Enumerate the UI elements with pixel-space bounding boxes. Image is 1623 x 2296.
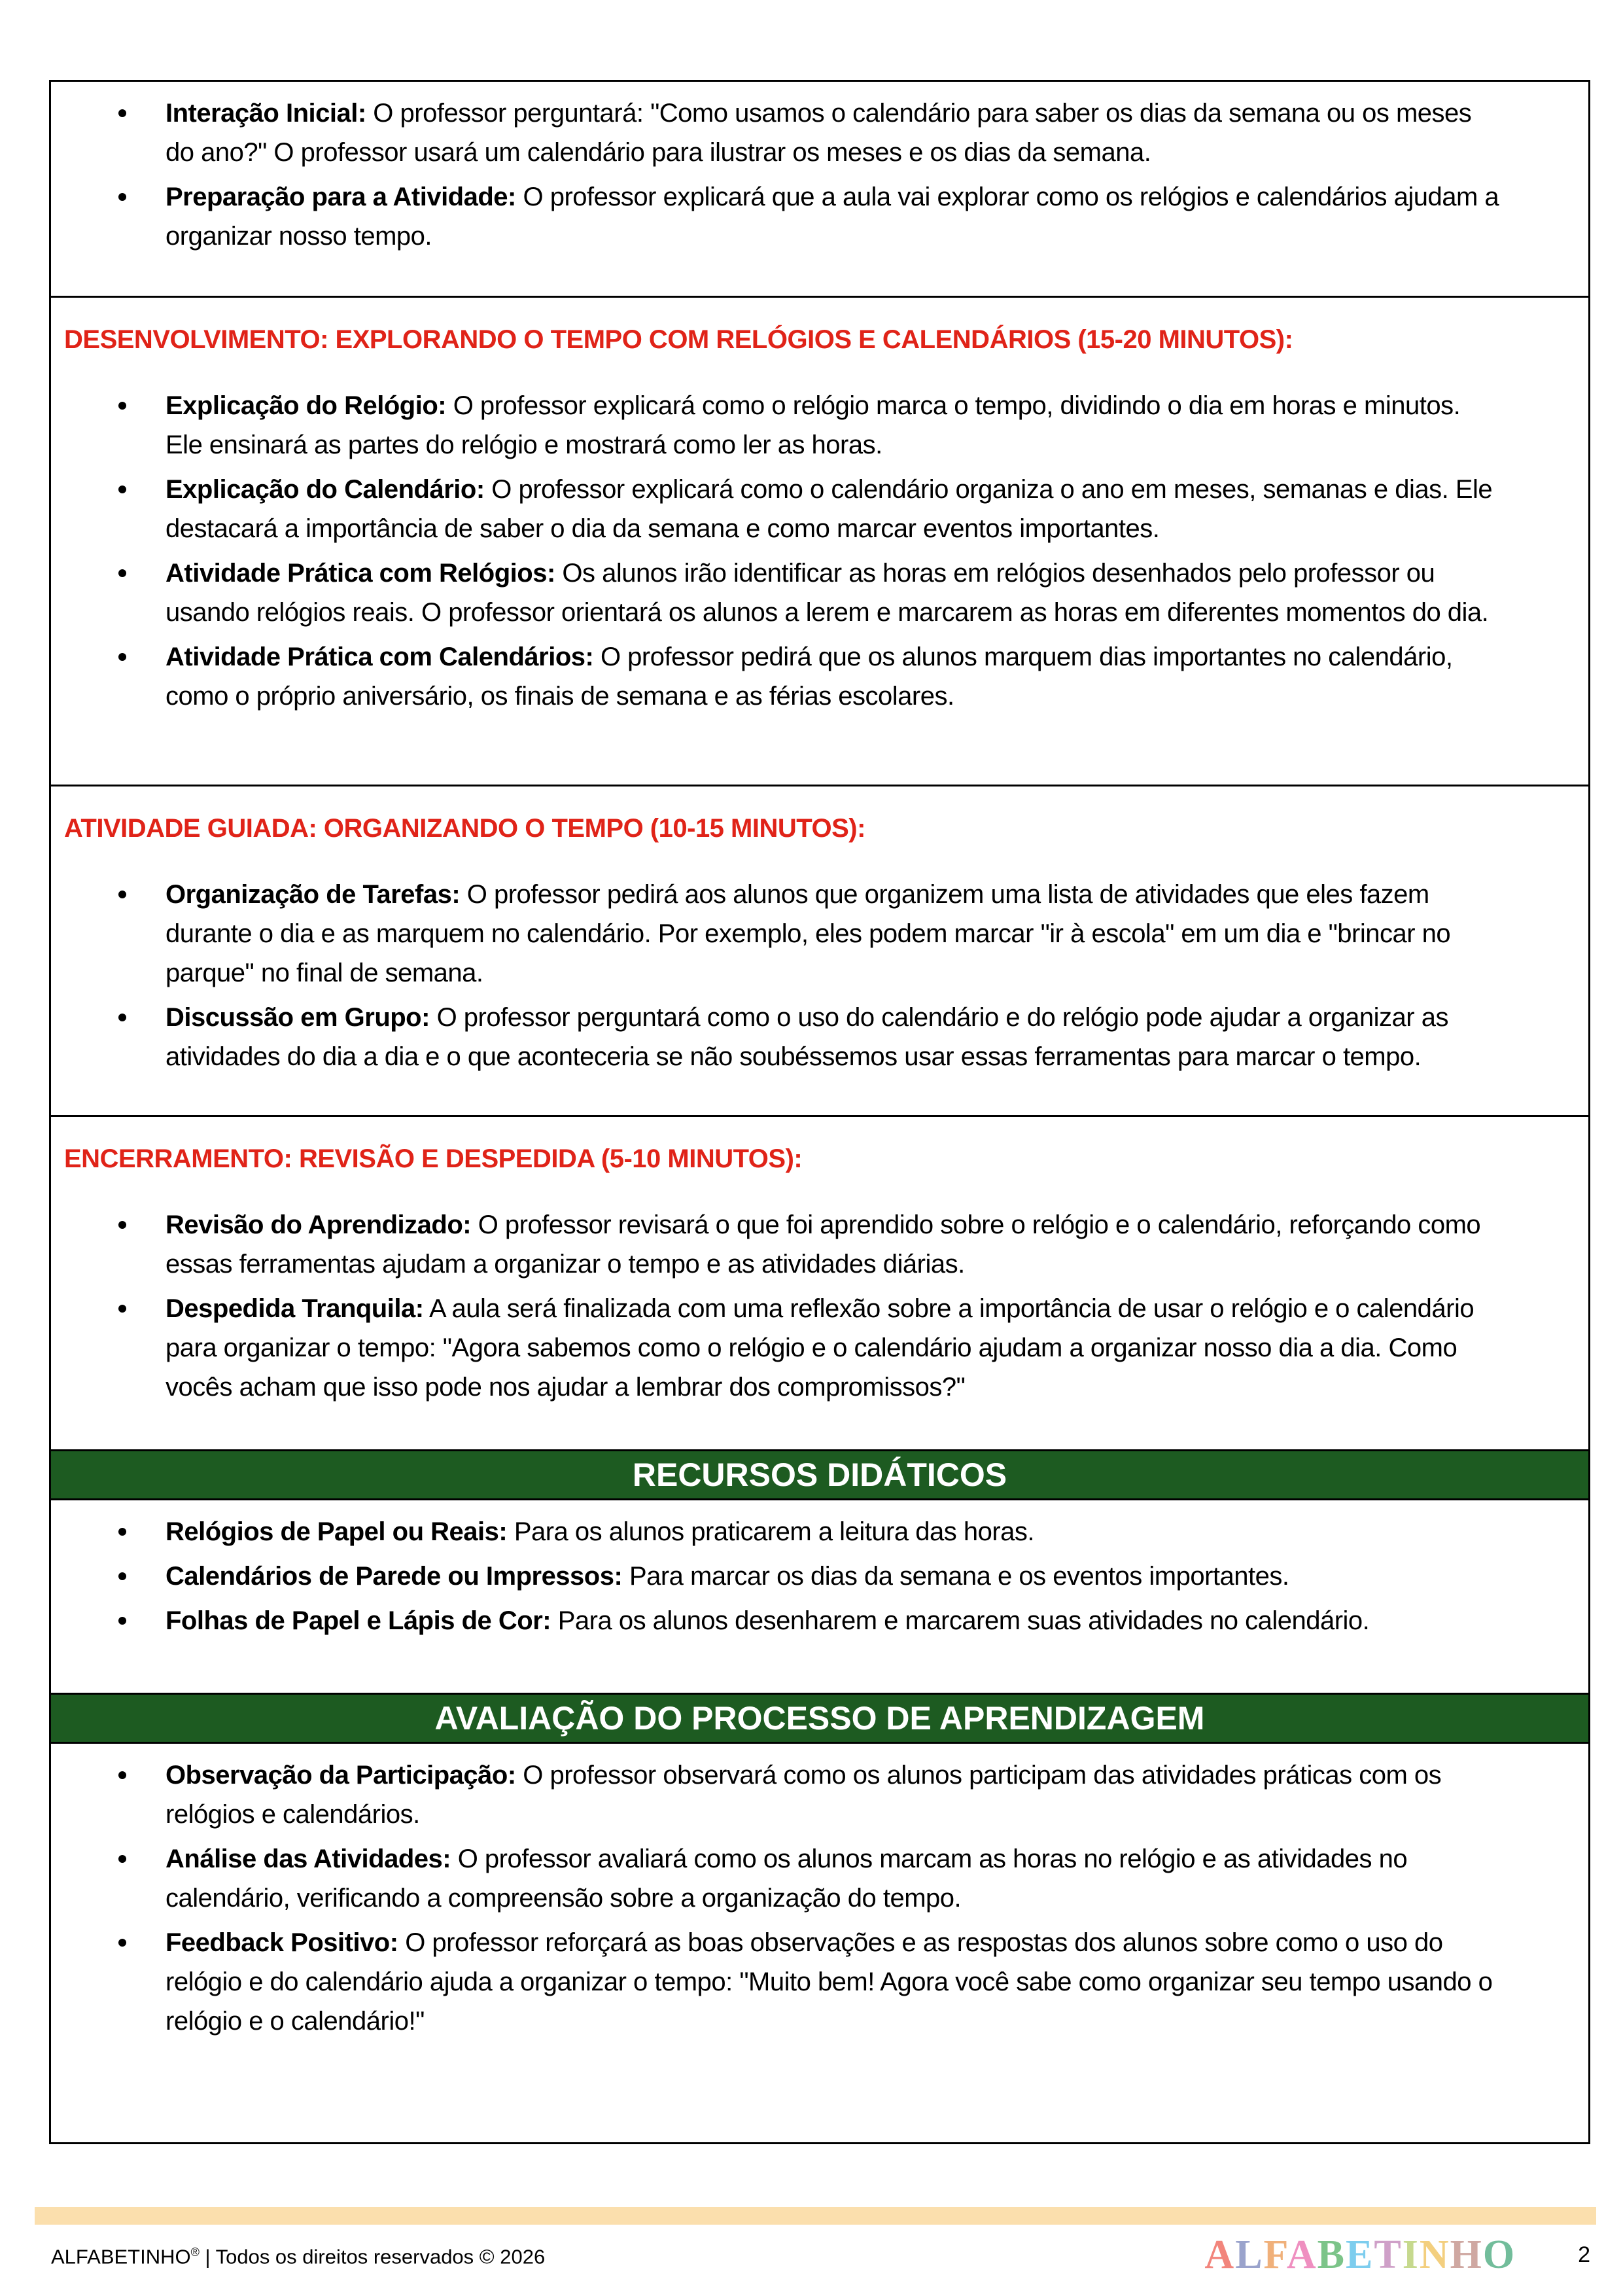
bullet-list: [64, 94, 1503, 256]
logo-letter: O: [1482, 2233, 1516, 2277]
bullet-text: O professor perguntará: "Como usamos o calendário para saber os dias da semana ou os meses do ano?" O professor usará um calendário para ilustrar os meses e os dias da semana.: [166, 99, 1472, 167]
banner-title: RECURSOS DIDÁTICOS: [632, 1457, 1007, 1493]
section-heading: ENCERRAMENTO: REVISÃO E DESPEDIDA (5-10 MINUTOS):: [64, 1144, 803, 1173]
lesson-plan-sections: [49, 80, 1590, 2144]
bullet-lead: Relógios de Papel ou Reais:: [166, 1517, 508, 1546]
bullet-dot-icon: [118, 402, 126, 410]
footer-separator: |: [199, 2245, 216, 2269]
bullet-text: O professor revisará o que foi aprendido sobre o relógio e o calendário, reforçando como essas ferramentas ajudam a organizar o tempo e as atividades diárias.: [166, 1210, 1481, 1279]
logo-letter: E: [1345, 2233, 1374, 2277]
bullet-lead: Preparação para a Atividade:: [166, 183, 516, 211]
bullet-lead: Despedida Tranquila:: [166, 1294, 424, 1323]
bullet-dot-icon: [118, 193, 126, 201]
section-heading: DESENVOLVIMENTO: EXPLORANDO O TEMPO COM RELÓGIOS E CALENDÁRIOS (15-20 MINUTOS):: [64, 325, 1293, 354]
copyright-text: [51, 2239, 545, 2270]
bullet-item: [166, 998, 1503, 1076]
footer-right-group: [1204, 2234, 1590, 2275]
bullet-dot-icon: [118, 1305, 126, 1313]
bullet-text: O professor observará como os alunos participam das atividades práticas com os relógios e calendários.: [166, 1761, 1442, 1829]
section-box: [49, 80, 1590, 298]
bullet-text: Para os alunos praticarem a leitura das horas.: [514, 1517, 1035, 1546]
bullet-list: [64, 1512, 1503, 1640]
logo-letter: H: [1450, 2233, 1483, 2277]
registered-mark: ®: [190, 2246, 200, 2259]
bullet-dot-icon: [118, 1771, 126, 1779]
bullet-text: O professor pedirá aos alunos que organizem uma lista de atividades que eles fazem durante o dia e as marquem no calendário. Por exemplo, eles podem marcar "ir à escola" em um dia e "brincar no parque" no final de semana.: [166, 880, 1451, 987]
bullet-item: [166, 1923, 1503, 2041]
logo-letter: L: [1235, 2233, 1264, 2277]
bullet-dot-icon: [118, 1221, 126, 1229]
bullet-dot-icon: [118, 653, 126, 661]
logo-letter: N: [1419, 2233, 1450, 2277]
bullet-lead: Explicação do Relógio:: [166, 391, 447, 420]
section-box: [49, 1498, 1590, 1695]
bullet-text: O professor reforçará as boas observações e as respostas dos alunos sobre como o uso do relógio e do calendário ajuda a organizar o tempo: "Muito bem! Agora você sabe como organizar seu tempo usando o relógio e o calendário!": [166, 1928, 1493, 2036]
bullet-lead: Atividade Prática com Relógios:: [166, 559, 555, 588]
bullet-text: Os alunos irão identificar as horas em relógios desenhados pelo professor ou usando relógios reais. O professor orientará os alunos a lerem e marcarem as horas em diferentes momentos do dia.: [166, 559, 1489, 627]
logo-letter: F: [1263, 2233, 1287, 2277]
bullet-text: Para marcar os dias da semana e os eventos importantes.: [629, 1562, 1289, 1591]
page-number: 2: [1578, 2242, 1590, 2267]
footer-accent-bar: [35, 2207, 1596, 2225]
alfabetinho-logo: [1204, 2234, 1516, 2275]
bullet-dot-icon: [118, 1528, 126, 1536]
bullet-text: O professor explicará como o relógio marca o tempo, dividindo o dia em horas e minutos. Ele ensinará as partes do relógio e mostrará como ler as horas.: [166, 391, 1461, 459]
bullet-list: [64, 386, 1503, 716]
bullet-dot-icon: [118, 1572, 126, 1580]
section-box: [49, 785, 1590, 1117]
logo-letter: T: [1374, 2233, 1403, 2277]
page-footer: [0, 2234, 1623, 2275]
bullet-text: O professor explicará como o calendário organiza o ano em meses, semanas e dias. Ele destacará a importância de saber o dia da semana e como marcar eventos importantes.: [166, 475, 1493, 543]
bullet-text: O professor avaliará como os alunos marcam as horas no relógio e as atividades no calendário, verificando a compreensão sobre a organização do tempo.: [166, 1845, 1408, 1913]
bullet-item: [166, 554, 1503, 632]
section-box: [49, 1742, 1590, 2144]
bullet-text: A aula será finalizada com uma reflexão sobre a importância de usar o relógio e o calendário para organizar o tempo: "Agora sabemos como o relógio e o calendário ajudam a organizar nosso dia a dia. Como vocês acham que isso pode nos ajudar a lembrar dos compromissos?": [166, 1294, 1475, 1402]
bullet-dot-icon: [118, 891, 126, 898]
bullet-lead: Análise das Atividades:: [166, 1845, 451, 1873]
bullet-lead: Interação Inicial:: [166, 99, 366, 128]
bullet-item: [166, 1205, 1503, 1284]
bullet-item: [166, 94, 1503, 172]
bullet-dot-icon: [118, 486, 126, 493]
bullet-list: [64, 1205, 1503, 1407]
bullet-item: [166, 1512, 1503, 1551]
bullet-lead: Observação da Participação:: [166, 1761, 516, 1790]
bullet-dot-icon: [118, 1855, 126, 1863]
logo-letter: I: [1402, 2233, 1420, 2277]
logo-letter: A: [1286, 2233, 1318, 2277]
bullet-item: [166, 1601, 1503, 1640]
bullet-lead: Organização de Tarefas:: [166, 880, 461, 909]
bullet-item: [166, 1289, 1503, 1407]
bullet-text: O professor explicará que a aula vai explorar como os relógios e calendários ajudam a organizar nosso tempo.: [166, 183, 1499, 251]
bullet-text: O professor pedirá que os alunos marquem dias importantes no calendário, como o próprio aniversário, os finais de semana e as férias escolares.: [166, 643, 1453, 711]
bullet-lead: Atividade Prática com Calendários:: [166, 643, 594, 671]
bullet-lead: Explicação do Calendário:: [166, 475, 485, 504]
bullet-list: [64, 875, 1503, 1076]
bullet-dot-icon: [118, 569, 126, 577]
bullet-lead: Discussão em Grupo:: [166, 1003, 430, 1032]
footer-brand: ALFABETINHO: [51, 2245, 191, 2269]
bullet-item: [166, 386, 1503, 465]
logo-letter: B: [1317, 2233, 1346, 2277]
bullet-item: [166, 637, 1503, 716]
bullet-text: Para os alunos desenharem e marcarem suas atividades no calendário.: [557, 1606, 1370, 1635]
bullet-item: [166, 1557, 1503, 1596]
bullet-list: [64, 1756, 1503, 2041]
bullet-lead: Calendários de Parede ou Impressos:: [166, 1562, 623, 1591]
section-heading: ATIVIDADE GUIADA: ORGANIZANDO O TEMPO (10-15 MINUTOS):: [64, 814, 865, 843]
logo-letter: A: [1204, 2233, 1236, 2277]
bullet-dot-icon: [118, 1939, 126, 1947]
section-box: [49, 1115, 1590, 1451]
bullet-item: [166, 1839, 1503, 1918]
bullet-dot-icon: [118, 1014, 126, 1021]
bullet-item: [166, 470, 1503, 548]
bullet-text: O professor perguntará como o uso do calendário e do relógio pode ajudar a organizar as atividades do dia a dia e o que aconteceria se não soubéssemos usar essas ferramentas para marcar o tempo.: [166, 1003, 1448, 1071]
banner-title: AVALIAÇÃO DO PROCESSO DE APRENDIZAGEM: [434, 1700, 1205, 1737]
bullet-dot-icon: [118, 1617, 126, 1625]
section-banner: [49, 1449, 1590, 1500]
bullet-item: [166, 177, 1503, 256]
footer-rights: Todos os direitos reservados © 2026: [215, 2245, 546, 2269]
section-banner: [49, 1693, 1590, 1744]
section-box: [49, 296, 1590, 786]
bullet-item: [166, 875, 1503, 993]
bullet-lead: Folhas de Papel e Lápis de Cor:: [166, 1606, 551, 1635]
bullet-lead: Revisão do Aprendizado:: [166, 1210, 472, 1239]
bullet-dot-icon: [118, 109, 126, 117]
bullet-lead: Feedback Positivo:: [166, 1928, 398, 1957]
bullet-item: [166, 1756, 1503, 1834]
